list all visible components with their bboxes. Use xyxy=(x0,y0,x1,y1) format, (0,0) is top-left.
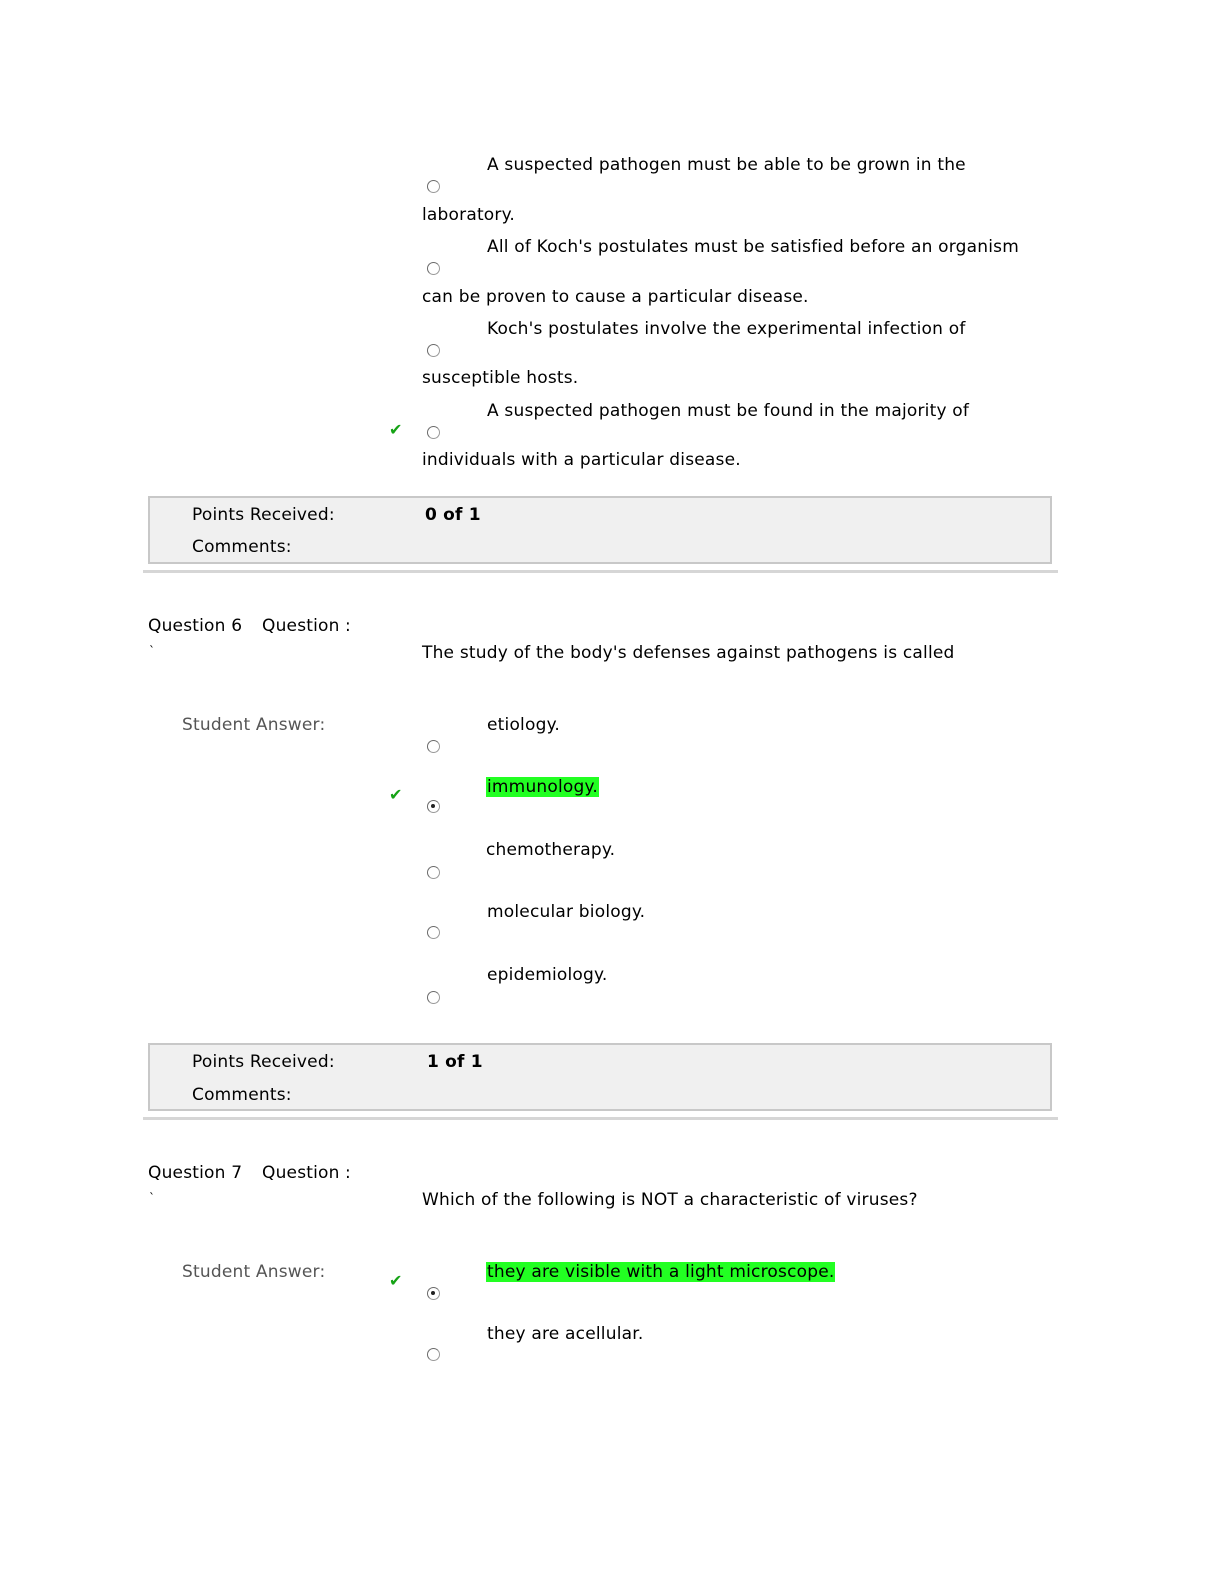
q5-option-4-line1: A suspected pathogen must be found in the majority of xyxy=(487,401,970,421)
q6-question-text: The study of the body's defenses against pathogens is called xyxy=(422,643,955,663)
q5-points-value: 0 of 1 xyxy=(425,505,481,525)
q6-option-5-radio[interactable] xyxy=(427,991,440,1004)
q6-points-value: 1 of 1 xyxy=(427,1052,483,1072)
q7-option-1-label xyxy=(486,1261,835,1283)
q6-number-label: Question 6 xyxy=(148,616,243,636)
q7-option-2-label: they are acellular. xyxy=(487,1324,644,1344)
q7-colon: : xyxy=(345,1163,351,1183)
q6-option-5-label: epidemiology. xyxy=(487,965,608,985)
q6-dot: ` xyxy=(149,644,156,658)
q7-question-text: Which of the following is NOT a characteristic of viruses? xyxy=(422,1190,918,1210)
q6-option-1-radio[interactable] xyxy=(427,740,440,753)
q6-option-4-radio[interactable] xyxy=(427,926,440,939)
q5-option-4-radio[interactable] xyxy=(427,426,440,439)
q5-option-1-line1: A suspected pathogen must be able to be grown in the xyxy=(487,155,966,175)
q5-option-2-line2: can be proven to cause a particular disease. xyxy=(422,287,809,307)
q7-selected-highlight: they are visible with a light microscope. xyxy=(487,1262,835,1282)
q6-option-1-label: etiology. xyxy=(487,715,561,735)
q6-correct-checkmark-icon: ✔ xyxy=(389,785,403,804)
q7-student-answer-label: Student Answer: xyxy=(182,1262,326,1282)
q5-option-2-radio[interactable] xyxy=(427,262,440,275)
q5-option-3-radio[interactable] xyxy=(427,344,440,357)
q6-option-2-label xyxy=(486,776,599,798)
q6-student-answer-label: Student Answer: xyxy=(182,715,326,735)
q6-points-label: Points Received: xyxy=(192,1052,335,1072)
q5-option-4-line2: individuals with a particular disease. xyxy=(422,450,741,470)
q5-option-3-line1: Koch's postulates involve the experimental infection of xyxy=(487,319,966,339)
q7-correct-checkmark-icon: ✔ xyxy=(389,1271,403,1290)
q5-option-1-radio[interactable] xyxy=(427,180,440,193)
q5-correct-checkmark-icon: ✔ xyxy=(389,420,403,439)
q6-option-2-radio-selected[interactable] xyxy=(427,800,440,813)
q6-colon: : xyxy=(345,616,351,636)
q7-question-label: Question xyxy=(262,1163,340,1183)
q7-dot: ` xyxy=(149,1191,156,1205)
q6-option-3-radio[interactable] xyxy=(427,866,440,879)
q7-option-2-radio[interactable] xyxy=(427,1348,440,1361)
q5-option-1-line2: laboratory. xyxy=(422,205,516,225)
q5-option-3-line2: susceptible hosts. xyxy=(422,368,579,388)
q6-points-panel xyxy=(148,1043,1052,1111)
q6-comments-label: Comments: xyxy=(192,1085,292,1105)
divider xyxy=(143,1117,1058,1120)
q7-number-label: Question 7 xyxy=(148,1163,243,1183)
q5-points-label: Points Received: xyxy=(192,505,335,525)
q6-question-label: Question xyxy=(262,616,340,636)
q5-points-panel xyxy=(148,496,1052,564)
q6-option-4-label: molecular biology. xyxy=(487,902,646,922)
q6-selected-highlight: immunology. xyxy=(487,777,598,797)
q5-option-2-line1: All of Koch's postulates must be satisfied before an organism xyxy=(487,237,1019,257)
q7-option-1-radio-selected[interactable] xyxy=(427,1287,440,1300)
divider xyxy=(143,570,1058,573)
q5-comments-label: Comments: xyxy=(192,537,292,557)
q6-option-3-label: chemotherapy. xyxy=(486,840,616,860)
